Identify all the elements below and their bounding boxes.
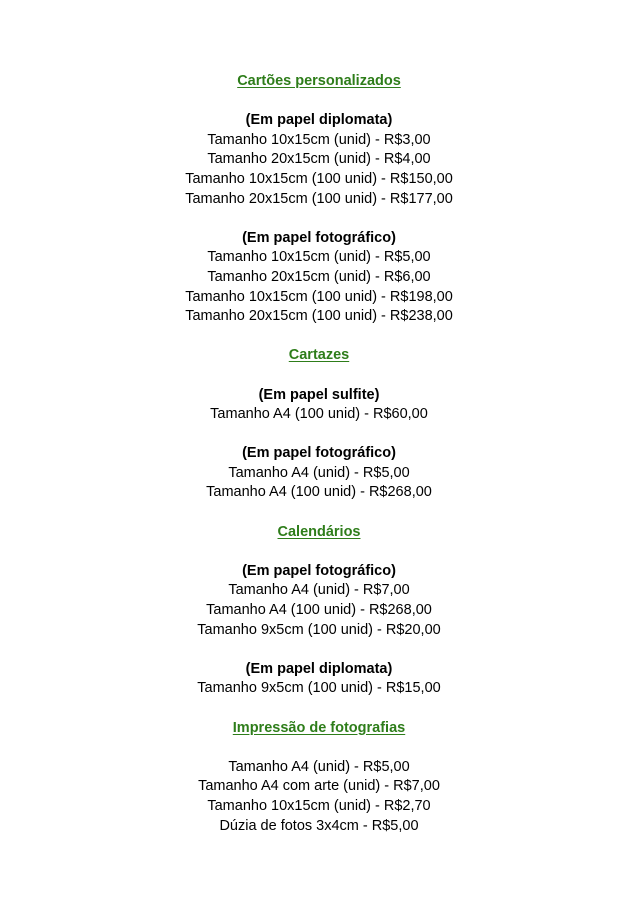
price-line: Tamanho A4 (100 unid) - R$268,00 xyxy=(206,602,432,619)
price-line: Tamanho 20x15cm (unid) - R$6,00 xyxy=(207,268,431,285)
price-line: Tamanho 9x5cm (100 unid) - R$15,00 xyxy=(197,680,441,697)
group-subheading: (Em papel diplomata) xyxy=(245,660,393,677)
section-heading: Impressão de fotografias xyxy=(232,719,406,736)
price-line: Tamanho 20x15cm (unid) - R$4,00 xyxy=(207,151,431,168)
group-impressao xyxy=(180,758,458,836)
group-fotografico xyxy=(180,562,458,640)
section-heading: Calendários xyxy=(277,523,361,540)
group-subheading: (Em papel sulfite) xyxy=(258,386,380,403)
group-subheading: (Em papel fotográfico) xyxy=(242,562,396,579)
section-heading: Cartazes xyxy=(288,347,350,364)
price-line: Tamanho A4 com arte (unid) - R$7,00 xyxy=(198,778,440,795)
section-heading: Cartões personalizados xyxy=(237,73,401,89)
price-line: Tamanho 20x15cm (100 unid) - R$238,00 xyxy=(185,308,453,325)
group-fotografico xyxy=(180,229,458,327)
price-line: Tamanho A4 (unid) - R$5,00 xyxy=(228,758,410,775)
price-line: Tamanho 10x15cm (unid) - R$2,70 xyxy=(207,797,431,814)
group-subheading: (Em papel fotográfico) xyxy=(242,229,396,246)
price-line: Tamanho 10x15cm (unid) - R$5,00 xyxy=(207,249,431,266)
price-line: Tamanho 20x15cm (100 unid) - R$177,00 xyxy=(185,190,453,207)
group-sulfite xyxy=(180,386,458,425)
section-calendarios xyxy=(180,523,458,699)
price-line: Tamanho A4 (100 unid) - R$268,00 xyxy=(206,484,432,501)
section-cartoes xyxy=(180,72,458,327)
price-line: Tamanho 10x15cm (100 unid) - R$150,00 xyxy=(185,170,453,187)
group-diplomata xyxy=(180,660,458,699)
price-line: Tamanho A4 (unid) - R$7,00 xyxy=(228,582,410,599)
price-line: Tamanho A4 (unid) - R$5,00 xyxy=(228,464,410,481)
section-impressao xyxy=(180,719,458,837)
price-line: Tamanho 9x5cm (100 unid) - R$20,00 xyxy=(197,621,441,638)
price-line: Tamanho A4 (100 unid) - R$60,00 xyxy=(210,406,428,423)
group-diplomata xyxy=(180,111,458,209)
group-subheading: (Em papel diplomata) xyxy=(245,112,393,129)
group-fotografico xyxy=(180,444,458,503)
price-line: Tamanho 10x15cm (unid) - R$3,00 xyxy=(207,131,431,148)
group-subheading: (Em papel fotográfico) xyxy=(242,445,396,462)
price-line: Tamanho 10x15cm (100 unid) - R$198,00 xyxy=(185,288,453,305)
price-line: Dúzia de fotos 3x4cm - R$5,00 xyxy=(219,817,419,834)
document-page xyxy=(0,72,638,836)
section-cartazes xyxy=(180,346,458,503)
price-list xyxy=(180,72,458,836)
